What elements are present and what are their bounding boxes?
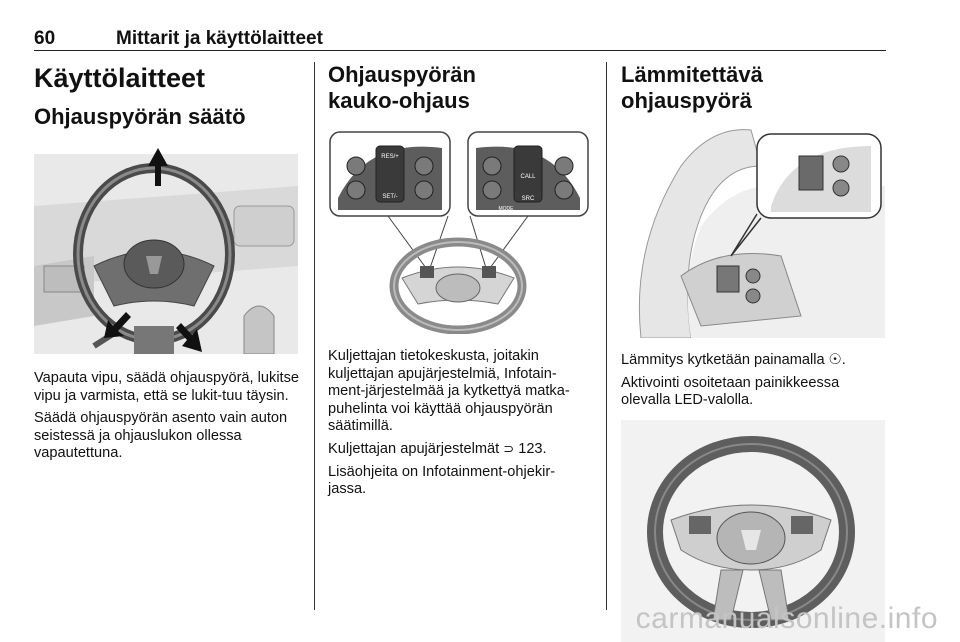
section-heading-line1: Ohjauspyörän bbox=[328, 62, 476, 87]
section-heading-line2: kauko-ohjaus bbox=[328, 88, 470, 113]
running-title: Mittarit ja käyttölaitteet bbox=[116, 28, 323, 49]
res-label: RES/+ bbox=[381, 154, 399, 160]
subsection-heading: Ohjauspyörän säätö bbox=[34, 104, 246, 129]
paragraph: Lisäohjeita on Infotainment-ohjekir-jassa. bbox=[328, 463, 556, 498]
paragraph: Säädä ohjauspyörän asento vain auton seistessä ja ohjauslukon ollessa vapautettuna. bbox=[34, 410, 288, 462]
reference-page[interactable]: 123. bbox=[518, 440, 547, 457]
paragraph bbox=[621, 352, 885, 370]
paragraph-end: . bbox=[841, 352, 846, 368]
paragraph: Vapauta vipu, säädä ohjauspyörä, lukitse vipu ja varmista, että se lukit-tuu täysin. bbox=[34, 370, 300, 404]
paragraph: Aktivointi osoitetaan painikkeessa olevalla LED-valolla. bbox=[621, 374, 840, 409]
page-header bbox=[34, 28, 886, 51]
column-divider bbox=[314, 62, 315, 610]
heated-wheel-button-figure bbox=[621, 126, 885, 338]
reference-text: Kuljettajan apujärjestelmät bbox=[328, 440, 500, 457]
column-divider bbox=[606, 62, 607, 610]
call-label: CALL bbox=[520, 174, 536, 180]
paragraph-reference bbox=[328, 441, 590, 459]
paragraph-text: Lämmitys kytketään painamalla bbox=[621, 352, 825, 368]
paragraph: Kuljettajan tietokeskusta, joitakin kuljettajan apujärjestelmiä, Infotain-ment-järjestelmää ja kytkettyä matka-puhelinta voi käyttää ohjauspyörän säätimillä. bbox=[328, 348, 570, 435]
column-remote-control bbox=[328, 62, 590, 504]
heated-steering-wheel-icon: ☉ bbox=[828, 352, 842, 368]
page-reference-arrow-icon: ⊃ bbox=[503, 441, 515, 457]
page-number: 60 bbox=[34, 28, 56, 49]
steering-wheel-controls-figure bbox=[328, 128, 590, 334]
src-label: SRC bbox=[521, 196, 535, 202]
steering-wheel-adjustment-figure bbox=[34, 146, 298, 354]
section-heading: Käyttölaitteet bbox=[34, 63, 206, 93]
column-steering-adjustment bbox=[34, 62, 300, 468]
watermark: carmanualsonline.info bbox=[635, 602, 938, 635]
section-heading: Lämmitettävä ohjauspyörä bbox=[621, 62, 763, 113]
mode-label: MODE bbox=[498, 206, 514, 212]
set-label: SET/- bbox=[382, 194, 398, 200]
column-heated-steering-wheel bbox=[621, 62, 885, 642]
